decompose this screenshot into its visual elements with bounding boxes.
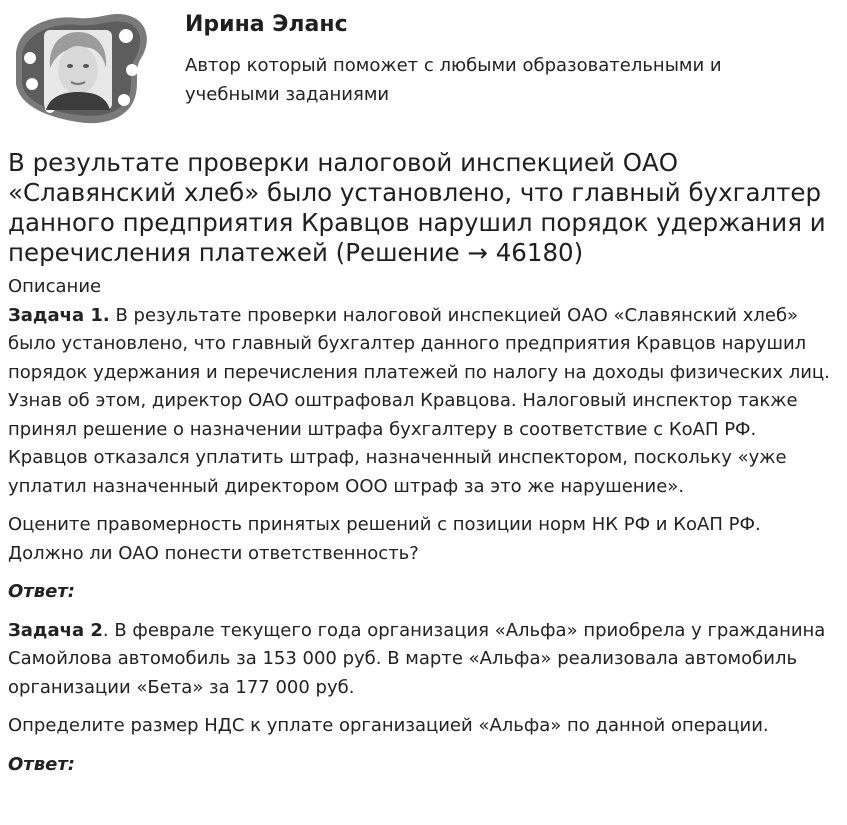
task-2-label: Задача 2 [8,619,103,641]
page-title: В результате проверки налоговой инспекцией ОАО «Славянский хлеб» было установлено, что главный бухгалтер данного предприятия Кравцов нарушил порядок удержания и перечисления платежей (Решение → 46180) [8,148,826,267]
author-card [0,0,847,130]
film-reel-avatar-image [8,8,152,126]
task-2-answer-label: Ответ: [8,753,75,775]
author-name: Ирина Эланс [185,12,348,37]
task-1-text [8,302,840,502]
author-description: Автор который поможет с любыми образовательными и учебными заданиями [185,55,722,105]
task-1-label: Задача 1. [8,304,110,326]
task-1-answer-label: Ответ: [8,581,75,602]
task-2-question: Определите размер НДС к уплате организацией «Альфа» по данной операции. [8,715,769,736]
description-section [8,273,840,779]
avatar [8,8,152,126]
task-1-body: В результате проверки налоговой инспекцией ОАО «Славянский хлеб» было установлено, что главный бухгалтер данного предприятия Кравцов нарушил порядок удержания и перечисления платежей по налогу на доходы физических лиц. Узнав об этом, директор ОАО оштрафовал Кравцова. Налоговый инспектор также принял решение о назначении штрафа бухгалтеру в соответствие с КоАП РФ. Кравцов отказался уплатить штраф, назначенный инспектором, поскольку «уже уплатил назначенный директором ООО штраф за это же нарушение». [8,304,830,497]
task-2-body: . В феврале текущего года организация «Альфа» приобрела у гражданина Самойлова автомобиль за 153 000 руб. В марте «Альфа» реализовала автомобиль организации «Бета» за 177 000 руб. [8,619,826,698]
task-2-text [8,617,840,703]
description-label: Описание [8,276,102,297]
task-1-question: Оцените правомерность принятых решений с позиции норм НК РФ и КоАП РФ. Должно ли ОАО понести ответственность? [8,514,761,564]
